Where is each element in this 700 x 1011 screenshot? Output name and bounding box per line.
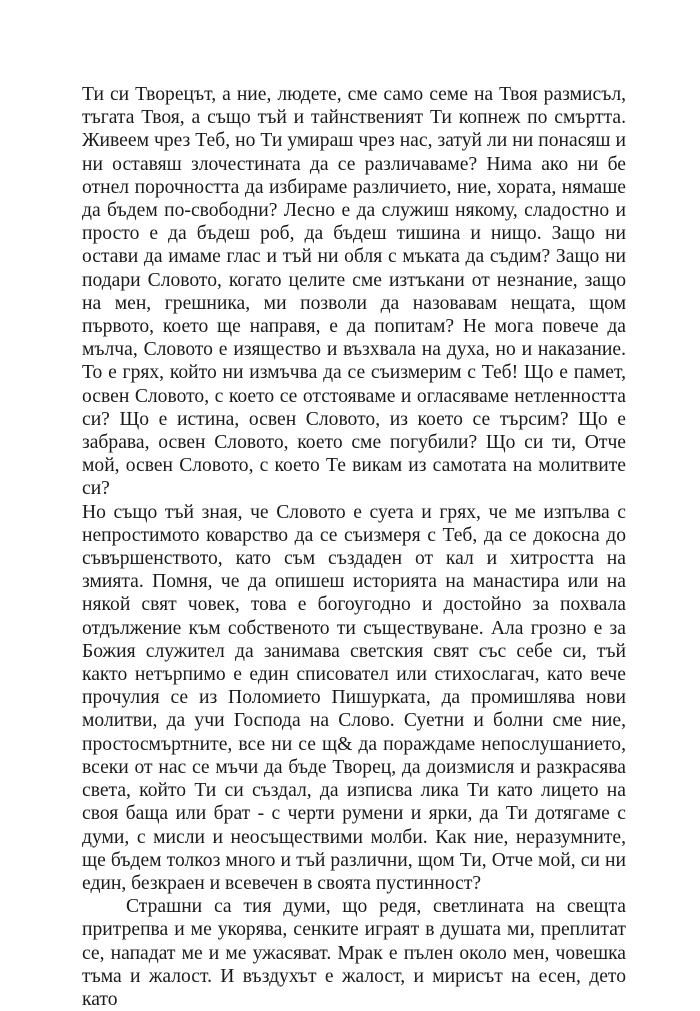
- document-page: [82, 83, 626, 1011]
- paragraph-2: Но също тъй зная, че Словото е суета и грях, че ме изпълва с непростимото коварство да се съизмеря с Теб, да се докосна до съвършенството, като съм създаден от кал и хитростта на змията. Помня, че да опишеш историята на манастира или на някой свят човек, това е богоугодно и достойно за похвала отдължение към собственото ти съществуване. Ала грозно е за Божия служител да занимава светския свят със себе си, тъй както нетърпимо е един списовател или стихослагач, като вече прочулия се из Поломието Пишурката, да промишлява нови молитви, да учи Господа на Слово. Суетни и болни сме ние, простосмъртните, все ни се щ& да пораждаме непослушанието, всеки от нас се мъчи да бъде Творец, да доизмисля и разкрасява света, който Ти си създал, да изписва лика Ти като лицето на своя баща или брат - с черти румени и ярки, да Ти дотягаме с думи, с мисли и неосъществими молби. Как ние, неразумните, ще бъдем толкоз много и тъй различни, щом Ти, Отче мой, си ни един, безкраен и всевечен в своята пустинност?: [82, 501, 626, 894]
- paragraph-1: Ти си Творецът, а ние, людете, сме само семе на Твоя размисъл, тъгата Твоя, а също тъй и тайнственият Ти копнеж по смъртта. Живеем чрез Теб, но Ти умираш чрез нас, затуй ли ни понасяш и ни оставяш злочестината да се различаваме? Нима ако ни бе отнел порочността да избираме различието, ние, хората, нямаше да бъдем по-свободни? Лесно е да служиш някому, сладостно и просто е да бъдеш роб, да бъдеш тишина и нищо. Защо ни остави да имаме глас и тъй ни обля с мъката да съдим? Защо ни подари Словото, когато целите сме изтъкани от незнание, защо на мен, грешника, ми позволи да назовавам нещата, щом първото, което ще направя, е да попитам? Не мога повече да мълча, Словото е изящество и възхвала на духа, но и наказание. То е грях, който ни измъчва да се съизмерим с Теб! Що е памет, освен Словото, с което се отстояваме и огласяваме нетленността си? Що е истина, освен Словото, из което се търсим? Що е забрава, освен Словото, което сме погубили? Що си ти, Отче мой, освен Словото, с което Те викам из самотата на молитвите си?: [82, 84, 626, 500]
- paragraph-3: Страшни са тия думи, що редя, светлината на свещта притрепва и ме укорява, сенките играят в душата ми, преплитат се, нападат ме и ме ужасяват. Мрак е пълен около мен, човешка тъма и жалост. И въздухът е жалост, и мирисът на есен, дето като: [82, 896, 626, 1010]
